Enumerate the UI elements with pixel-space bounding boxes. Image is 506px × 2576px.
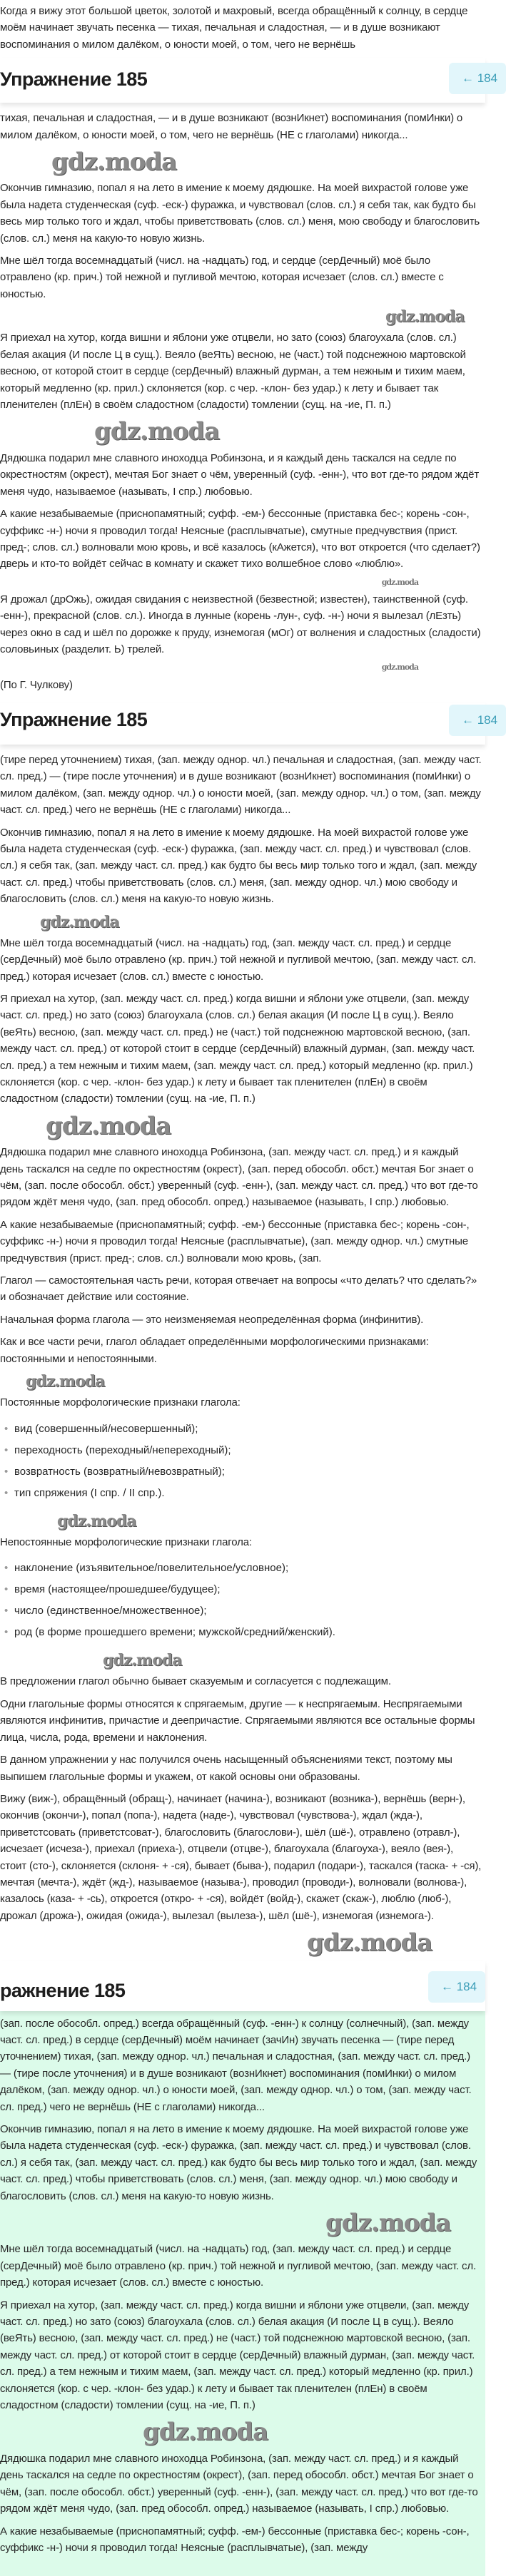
watermark: gdz.moda <box>57 1511 136 1530</box>
paragraph: Дядюшка подарил мне славного иноходца Робинзона, и я каждый день таскался на седле по окрестностям (окрест), мечтая Бог знает о чём, уверенный (суф. -енн-), что вот где-то рядом ждёт меня чудо, называемое (называть, I спр.) любовью. <box>0 451 480 498</box>
list-item: • род (в форме прошедшего времени; мужской/средний/женский). <box>0 1622 482 1643</box>
watermark: gdz.moda <box>381 663 418 673</box>
paragraph: Дядюшка подарил мне славного иноходца Робинзона, (зап. между част. сл. пред.) и я каждый день таскался на седле по окрестностям (окрест), (зап. перед обособл. обст.) мечтая Бог знает о чём, (зап. после обособл. обст.) уверенный (суф. -енн-), (зап. между част. сл. пред.) что вот где-то рядом ждёт меня чудо, (зап. пред обособл. опред.) называемое (называть, I спр.) любовью. <box>0 1146 478 1209</box>
prev-exercise-button[interactable]: ← 184 <box>449 63 506 94</box>
page-title: Упражнение 185 <box>0 708 148 730</box>
list-item: • тип спряжения (I спр. / II спр.). <box>0 1483 482 1504</box>
paragraph: Глагол — самостоятельная часть речи, которая отвечает на вопросы «что делать? что сделать?» и обозначает действие или состояние. <box>0 1274 477 1304</box>
watermark: gdz.moda <box>103 1651 182 1670</box>
prev-exercise-button[interactable]: ← 184 <box>428 1971 485 2003</box>
page-title: ражнение 185 <box>0 1979 126 2001</box>
prev-exercise-button[interactable]: ← 184 <box>449 705 506 736</box>
exercise-header <box>0 703 498 745</box>
intro-text <box>0 0 485 53</box>
watermark: gdz.moda <box>381 577 418 587</box>
paragraph: А какие незабываемые (приснопамятный; суфф. -ем-) бессонные (приставка бес-; корень -сон-, суффикс -н-) ночи я проводил тогда! Неясные (расплывчатые), (зап. между <box>0 2525 470 2554</box>
paragraph: А какие незабываемые (приснопамятный; суфф. -ем-) бессонные (приставка бес-; корень -сон-, суффикс -н-) ночи я проводил тогда! Неясные (расплывчатые), смутные предчувствия (прист. пред-; слов. сл.) волновали мою кровь, и всё казалось (кАжется), что вот откроется (что сделает?) дверь и кто-то войдёт сейчас в комнату и скажет тихо волшебное слово «люблю». <box>0 508 480 571</box>
list-item: • время (настоящее/прошедшее/будущее); <box>0 1579 482 1600</box>
paragraph: (тире перед уточнением) тихая, (зап. между однор. чл.) печальная и сладостная, (зап. между част. сл. пред.) — (тире после уточнения) и в душе возникают (вознИкнет) воспоминания (помИнки) о милом далёком, (зап. между однор. чл.) о юности моей, (зап. между однор. чл.) о том, (зап. между част. сл. пред.) чего не вернёшь (НЕ с глаголами) никогда... <box>0 753 482 817</box>
paragraph: Я приехал на хутор, (зап. между част. сл. пред.) когда вишни и яблони уже отцвели, (зап. между част. сл. пред.) но зато (союз) благоухала (слов. сл.) белая акация (И после Ц в сущ.). Веяло (веЯть) весною, (зап. между част. сл. пред.) не (част.) той подснежною мартовской весною, (зап. между част. сл. пред.) от которой стоит в сердце (серДечный) влажный дурман, (зап. между част. сл. пред.) а тем нежным и тихим маем, (зап. между част. сл. пред.) который медленно (кр. прил.) склоняется (кор. с чер. -клон- без удар.) к лету и бывает так пленителен (плЕн) в своём сладостном (сладости) томлении (сущ. на -ие, П. п.) <box>0 993 475 1105</box>
paragraph: Я дрожал (дрОжь), ожидая свидания с неизвестной (безвестной; известен), таинственной (суф. -енн-), прекрасной (слов. сл.). Иногда в лунные (корень -лун-, суф. -н-) ночи я вылезал (лЕзть) через окно в сад и шёл по дорожке к пруду, изнемогая (мОг) от волнения и сладостных (сладости) соловьиных (разделит. Ь) трелей. <box>0 593 481 656</box>
paragraph: Вижу (виж-), обращённый (обращ-), начинает (начина-), возникают (возника-), вернёшь (верн-), окончив (окончи-), попал (попа-), надета (наде-), чувствовал (чувствова-), ждал (жда-), приветстсовать (приветстсоват-), благословить (благослови-), шёл (шё-), отравлено (отравл-), исчезает (исчеза-), приехал (приеха-), отцвели (отцве-), благоухала (благоуха-), веяло (вея-), стоит (сто-), склоняется (склоня- + -ся), бывает (быва-), подарил (подари-), таскался (таска- + -ся), мечтая (мечта-), ждёт (жд-), называемое (называ-), проводил (проводи-), волновали (волнова-), казалось (каза- + -сь), откроется (откро- + -ся), войдёт (войд-), скажет (скаж-), люблю (люб-), дрожал (дрожа-), ожидая (ожида-), вылезал (вылеза-), шёл (шё-), изнемогая (изнемога-). <box>0 1792 482 1922</box>
watermark: gdz.moda <box>26 1372 105 1391</box>
answer-text <box>0 110 485 693</box>
watermark: gdz.moda <box>307 1928 432 1958</box>
watermark: gdz.moda <box>51 148 177 177</box>
list-item: • переходность (переходный/непереходный); <box>0 1440 482 1461</box>
paragraph: В данном упражнении у нас получился очень насыщенный объяснениями текст, поэтому мы выпишем глагольные формы и укажем, от какой основы они образованы. <box>0 1754 452 1783</box>
paragraph: Я приехал на хутор, когда вишни и яблони уже отцвели, но зато (союз) благоухала (слов. сл.) белая акация (И после Ц в сущ.). Веяло (веЯть) весною, не (част.) той подснежною мартовской весною, от которой стоит в сердце (серДечный) влажный дурман, а тем нежным и тихим маем, который медленно (кр. прил.) склоняется (кор. с чер. -клон- без удар.) к лету и бывает так пленителен (плЕн) в своём сладостном (сладости) томлении (сущ. на -ие, П. п.) <box>0 332 466 412</box>
list-item: • возвратность (возвратный/невозвратный); <box>0 1461 482 1483</box>
list-item: • число (единственное/множественное); <box>0 1600 482 1622</box>
paragraph: Начальная форма глагола — это неизменяемая неопределённая форма (инфинитив). <box>0 1313 424 1326</box>
paragraph: (зап. после обособл. опред.) всегда обращённый (суф. -енн-) к солнцу (солнечный), (зап. между част. сл. пред.) в сердце (серДечный) моём начинает (зачИн) звучать песенка — (тире перед уточнением) тихая, (зап. между однор. чл.) печальная и сладостная, (зап. между част. сл. пред.) — (тире после уточнения) и в душе возникают (вознИкнет) воспоминания (помИнки) о милом далёком, (зап. между однор. чл.) о юности моей, (зап. между однор. чл.) о том, (зап. между част. сл. пред.) чего не вернёшь (НЕ с глаголами) никогда... <box>0 2017 472 2113</box>
paragraph: Мне шёл тогда восемнадцатый (числ. на -надцать) год, (зап. между част. сл. пред.) и сердце (серДечный) моё было отравлено (кр. прич.) той нежной и пугливой мечтою, (зап. между част. сл. пред.) которая исчезает (слов. сл.) вместе с юностью. <box>0 2243 476 2289</box>
variable-features-list <box>0 1558 482 1643</box>
exercise-header <box>0 1961 485 2011</box>
paragraph: Окончив гимназию, попал я на лето в имение к моему дядюшке. На моей вихрастой голове уже была надета студенческая (суф. -еск-) фуражка, (зап. между част. сл. пред.) и чувствовал (слов. сл.) я себя так, (зап. между част. сл. пред.) как будто бы весь мир только того и ждал, (зап. между част. сл. пред.) чтобы приветствовать (слов. сл.) меня, (зап. между однор. чл.) мою свободу и благословить (слов. сл.) меня на какую-то новую жизнь. <box>0 826 477 906</box>
paragraph: Дядюшка подарил мне славного иноходца Робинзона, (зап. между част. сл. пред.) и я каждый день таскался на седле по окрестностям (окрест), (зап. перед обособл. обст.) мечтая Бог знает о чём, (зап. после обособл. обст.) уверенный (суф. -енн-), (зап. между част. сл. пред.) что вот где-то рядом ждёт меня чудо, (зап. пред обособл. опред.) называемое (называть, I спр.) любовью. <box>0 2452 478 2515</box>
constant-features-list <box>0 1419 482 1504</box>
exercise-header <box>0 58 498 103</box>
screenshot-section-1 <box>0 0 498 693</box>
paragraph: Когда я вижу этот большой цветок, золотой и махровый, всегда обращённый к солнцу, в сердце моём начинает звучать песенка — тихая, печальная и сладостная, — и в душе возникают воспоминания о милом далёком, о юности моей, о том, чего не вернёшь <box>0 5 468 51</box>
highlighted-answer-area <box>0 2011 485 2576</box>
list-item: • вид (совершенный/несовершенный); <box>0 1419 482 1440</box>
watermark: gdz.moda <box>325 2209 451 2238</box>
paragraph: Окончив гимназию, попал я на лето в имение к моему дядюшке. На моей вихрастой голове уже была надета студенческая (суф. -еск-) фуражка, (зап. между част. сл. пред.) и чувствовал (слов. сл.) я себя так, (зап. между част. сл. пред.) как будто бы весь мир только того и ждал, (зап. между част. сл. пред.) чтобы приветствовать (слов. сл.) меня, (зап. между однор. чл.) мою свободу и благословить (слов. сл.) меня на какую-то новую жизнь. <box>0 2123 477 2202</box>
paragraph: Мне шёл тогда восемнадцатый (числ. на -надцать) год, и сердце (серДечный) моё было отравлено (кр. прич.) той нежной и пугливой мечтою, которая исчезает (слов. сл.) вместе с юностью. <box>0 255 444 300</box>
watermark: gdz.moda <box>40 912 119 931</box>
paragraph: Я приехал на хутор, (зап. между част. сл. пред.) когда вишни и яблони уже отцвели, (зап. между част. сл. пред.) но зато (союз) благоухала (слов. сл.) белая акация (И после Ц в сущ.). Веяло (веЯть) весною, (зап. между част. сл. пред.) не (част.) той подснежною мартовской весною, (зап. между част. сл. пред.) от которой стоит в сердце (серДечный) влажный дурман, (зап. между част. сл. пред.) а тем нежным и тихим маем, (зап. между част. сл. пред.) который медленно (кр. прил.) склоняется (кор. с чер. -клон- без удар.) к лету и бывает так пленителен (плЕн) в своём сладостном (сладости) томлении (сущ. на -ие, П. п.) <box>0 2299 475 2412</box>
screenshot-section-2 <box>0 703 498 1958</box>
paragraph: В предложении глагол обычно бывает сказуемым и согласуется с подлежащим. <box>0 1675 391 1688</box>
page-title: Упражнение 185 <box>0 68 148 91</box>
watermark: gdz.moda <box>46 1111 171 1140</box>
screenshot-section-3 <box>0 1961 485 2576</box>
paragraph: А какие незабываемые (приснопамятный; суфф. -ем-) бессонные (приставка бес-; корень -сон-, суффикс -н-) ночи я проводил тогда! Неясные (расплывчатые), (зап. между однор. чл.) смутные предчувствия (прист. пред-; слов. сл.) волновали мою кровь, (зап. <box>0 1218 470 1264</box>
watermark: gdz.moda <box>94 417 220 446</box>
paragraph: тихая, печальная и сладостная, — и в душе возникают (вознИкнет) воспоминания (помИнки) о милом далёком, о юности моей, о том, чего не вернёшь (НЕ с глаголами) никогда... <box>0 112 463 141</box>
source-attribution: (По Г. Чулкову) <box>0 678 73 691</box>
watermark: gdz.moda <box>385 307 465 327</box>
answer-text <box>0 752 485 1957</box>
constant-features-heading: Постоянные морфологические признаки глагола: <box>0 1396 241 1409</box>
paragraph: Как и все части речи, глагол обладает определёнными морфологическими признаками: постоянными и непостоянными. <box>0 1336 429 1365</box>
variable-features-heading: Непостоянные морфологические признаки глагола: <box>0 1535 252 1548</box>
paragraph: Окончив гимназию, попал я на лето в имение к моему дядюшке. На моей вихрастой голове уже была надета студенческая (суф. -еск-) фуражка, и чувствовал (слов. сл.) я себя так, как будто бы весь мир только того и ждал, чтобы приветствовать (слов. сл.) меня, мою свободу и благословить (слов. сл.) меня на какую-то новую жизнь. <box>0 182 480 245</box>
paragraph: Мне шёл тогда восемнадцатый (числ. на -надцать) год, (зап. между част. сл. пред.) и сердце (серДечный) моё было отравлено (кр. прич.) той нежной и пугливой мечтою, (зап. между част. сл. пред.) которая исчезает (слов. сл.) вместе с юностью. <box>0 936 476 983</box>
paragraph: Одни глагольные формы относятся к спрягаемым, другие — к неспрягаемым. Неспрягаемыми являются инфинитив, причастие и деепричастие. Спрягаемыми являются все остальные формы лица, числа, рода, времени и наклонения. <box>0 1697 475 1744</box>
watermark: gdz.moda <box>143 2418 268 2447</box>
list-item: • наклонение (изъявительное/повелительное/условное); <box>0 1558 482 1579</box>
